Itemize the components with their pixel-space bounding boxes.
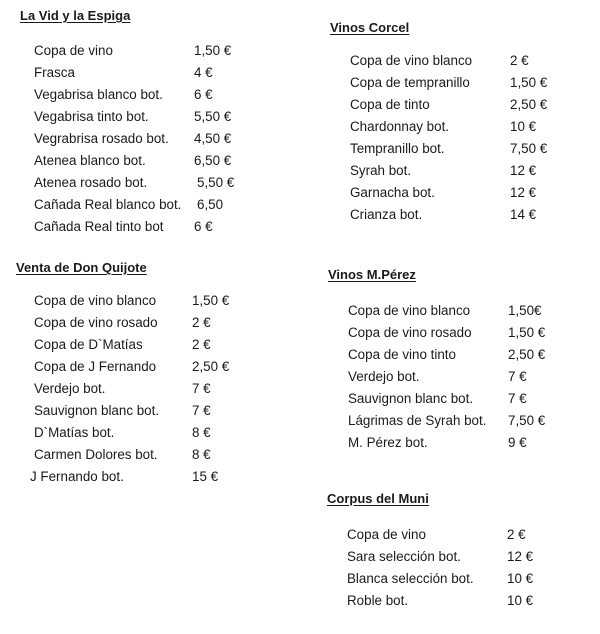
item-price: 4 € <box>194 65 213 80</box>
menu-item <box>350 72 590 94</box>
section-la-vid-y-la-espiga <box>20 8 280 238</box>
section-venta-de-don-quijote <box>16 260 276 488</box>
item-name: Copa de D`Matías <box>34 337 143 352</box>
menu-item <box>34 422 276 444</box>
item-name: Copa de vino blanco <box>34 293 157 308</box>
item-price: 1,50€ <box>508 303 542 318</box>
item-name: Roble bot. <box>347 593 409 608</box>
item-price: 7 € <box>508 391 527 406</box>
menu-item <box>34 378 276 400</box>
item-name: M. Pérez bot. <box>348 435 428 450</box>
item-name: Vegrabrisa rosado bot. <box>34 131 169 146</box>
menu-item <box>348 322 588 344</box>
item-price: 1,50 € <box>510 75 548 90</box>
menu-item <box>348 300 588 322</box>
menu-item <box>347 524 587 546</box>
item-price: 12 € <box>510 185 537 200</box>
item-name: Blanca selección bot. <box>347 571 474 586</box>
menu-item <box>350 138 590 160</box>
menu-item <box>34 84 280 106</box>
item-price: 7,50 € <box>508 413 546 428</box>
menu-item <box>34 194 280 216</box>
item-price: 8 € <box>192 447 211 462</box>
section-title: Vinos Corcel <box>330 20 410 35</box>
menu-list <box>347 524 587 612</box>
section-title: Vinos M.Pérez <box>328 267 416 282</box>
menu-item <box>34 334 276 356</box>
item-name: Copa de vino blanco <box>350 53 473 68</box>
item-name: Syrah bot. <box>350 163 412 178</box>
item-price: 6,50 € <box>194 153 232 168</box>
item-price: 15 € <box>192 469 219 484</box>
item-name: Atenea blanco bot. <box>34 153 146 168</box>
menu-item <box>348 344 588 366</box>
menu-item <box>34 128 280 150</box>
menu-item <box>348 410 588 432</box>
menu-item <box>34 40 280 62</box>
item-price: 7,50 € <box>510 141 548 156</box>
item-name: Atenea rosado bot. <box>34 175 148 190</box>
menu-item <box>347 568 587 590</box>
item-price: 2,50 € <box>510 97 548 112</box>
item-name: Frasca <box>34 65 75 80</box>
item-name: Sauvignon blanc bot. <box>348 391 474 406</box>
menu-list <box>34 40 280 238</box>
section-title: Corpus del Muni <box>327 491 429 506</box>
item-name: Copa de tinto <box>350 97 430 112</box>
menu-item <box>34 150 280 172</box>
item-name: Lágrimas de Syrah bot. <box>348 413 487 428</box>
item-name: Cañada Real blanco bot. <box>34 197 182 212</box>
menu-item <box>34 290 276 312</box>
menu-item <box>350 160 590 182</box>
menu-item <box>34 444 276 466</box>
item-price: 1,50 € <box>508 325 546 340</box>
menu-item <box>350 182 590 204</box>
item-price: 10 € <box>507 571 534 586</box>
item-name: Copa de vino blanco <box>348 303 471 318</box>
section-vinos-corcel <box>330 20 590 226</box>
menu-item <box>347 546 587 568</box>
item-price: 5,50 € <box>197 175 235 190</box>
item-name: Copa de vino rosado <box>348 325 472 340</box>
menu-item <box>34 106 280 128</box>
menu-item <box>34 312 276 334</box>
item-price: 6 € <box>194 87 213 102</box>
item-price: 2 € <box>510 53 529 68</box>
item-name: Verdejo bot. <box>348 369 420 384</box>
menu-item <box>348 432 588 454</box>
menu-list <box>348 300 588 454</box>
item-name: Vegabrisa blanco bot. <box>34 87 163 102</box>
section-title: Venta de Don Quijote <box>16 260 147 275</box>
item-name: Vegabrisa tinto bot. <box>34 109 149 124</box>
item-name: Cañada Real tinto bot <box>34 219 164 234</box>
item-price: 12 € <box>510 163 537 178</box>
item-price: 4,50 € <box>194 131 232 146</box>
item-name: Chardonnay bot. <box>350 119 450 134</box>
menu-item <box>348 388 588 410</box>
menu-list <box>350 50 590 226</box>
menu-item <box>350 94 590 116</box>
item-price: 1,50 € <box>192 293 230 308</box>
item-price: 14 € <box>510 207 537 222</box>
item-name: J Fernando bot. <box>30 469 124 484</box>
menu-item <box>34 356 276 378</box>
item-price: 8 € <box>192 425 211 440</box>
item-price: 7 € <box>508 369 527 384</box>
item-price: 12 € <box>507 549 534 564</box>
item-price: 9 € <box>508 435 527 450</box>
item-name: Copa de vino <box>347 527 426 542</box>
menu-item <box>34 172 280 194</box>
section-title: La Vid y la Espiga <box>20 8 131 23</box>
item-price: 1,50 € <box>194 43 232 58</box>
item-price: 6 € <box>194 219 213 234</box>
section-corpus-del-muni <box>327 491 587 612</box>
item-price: 6,50 <box>197 197 224 212</box>
item-name: Copa de J Fernando <box>34 359 157 374</box>
item-name: Copa de vino rosado <box>34 315 158 330</box>
menu-item <box>34 62 280 84</box>
item-name: Carmen Dolores bot. <box>34 447 158 462</box>
item-price: 10 € <box>510 119 537 134</box>
item-price: 2 € <box>192 337 211 352</box>
item-name: Verdejo bot. <box>34 381 106 396</box>
item-name: Tempranillo bot. <box>350 141 445 156</box>
item-price: 2 € <box>507 527 526 542</box>
menu-item <box>350 204 590 226</box>
item-price: 2 € <box>192 315 211 330</box>
item-name: Sara selección bot. <box>347 549 461 564</box>
menu-list <box>30 290 276 488</box>
menu-item <box>34 400 276 422</box>
item-name: Copa de tempranillo <box>350 75 470 90</box>
item-name: Copa de vino tinto <box>348 347 456 362</box>
item-name: Crianza bot. <box>350 207 423 222</box>
item-price: 2,50 € <box>508 347 546 362</box>
item-price: 7 € <box>192 381 211 396</box>
menu-item <box>30 466 276 488</box>
section-vinos-m-perez <box>328 267 588 454</box>
item-name: D`Matías bot. <box>34 425 115 440</box>
item-name: Sauvignon blanc bot. <box>34 403 160 418</box>
item-price: 7 € <box>192 403 211 418</box>
item-name: Copa de vino <box>34 43 113 58</box>
item-price: 5,50 € <box>194 109 232 124</box>
item-price: 10 € <box>507 593 534 608</box>
menu-item <box>348 366 588 388</box>
menu-item <box>34 216 280 238</box>
menu-item <box>347 590 587 612</box>
item-price: 2,50 € <box>192 359 230 374</box>
menu-item <box>350 50 590 72</box>
menu-item <box>350 116 590 138</box>
item-name: Garnacha bot. <box>350 185 435 200</box>
